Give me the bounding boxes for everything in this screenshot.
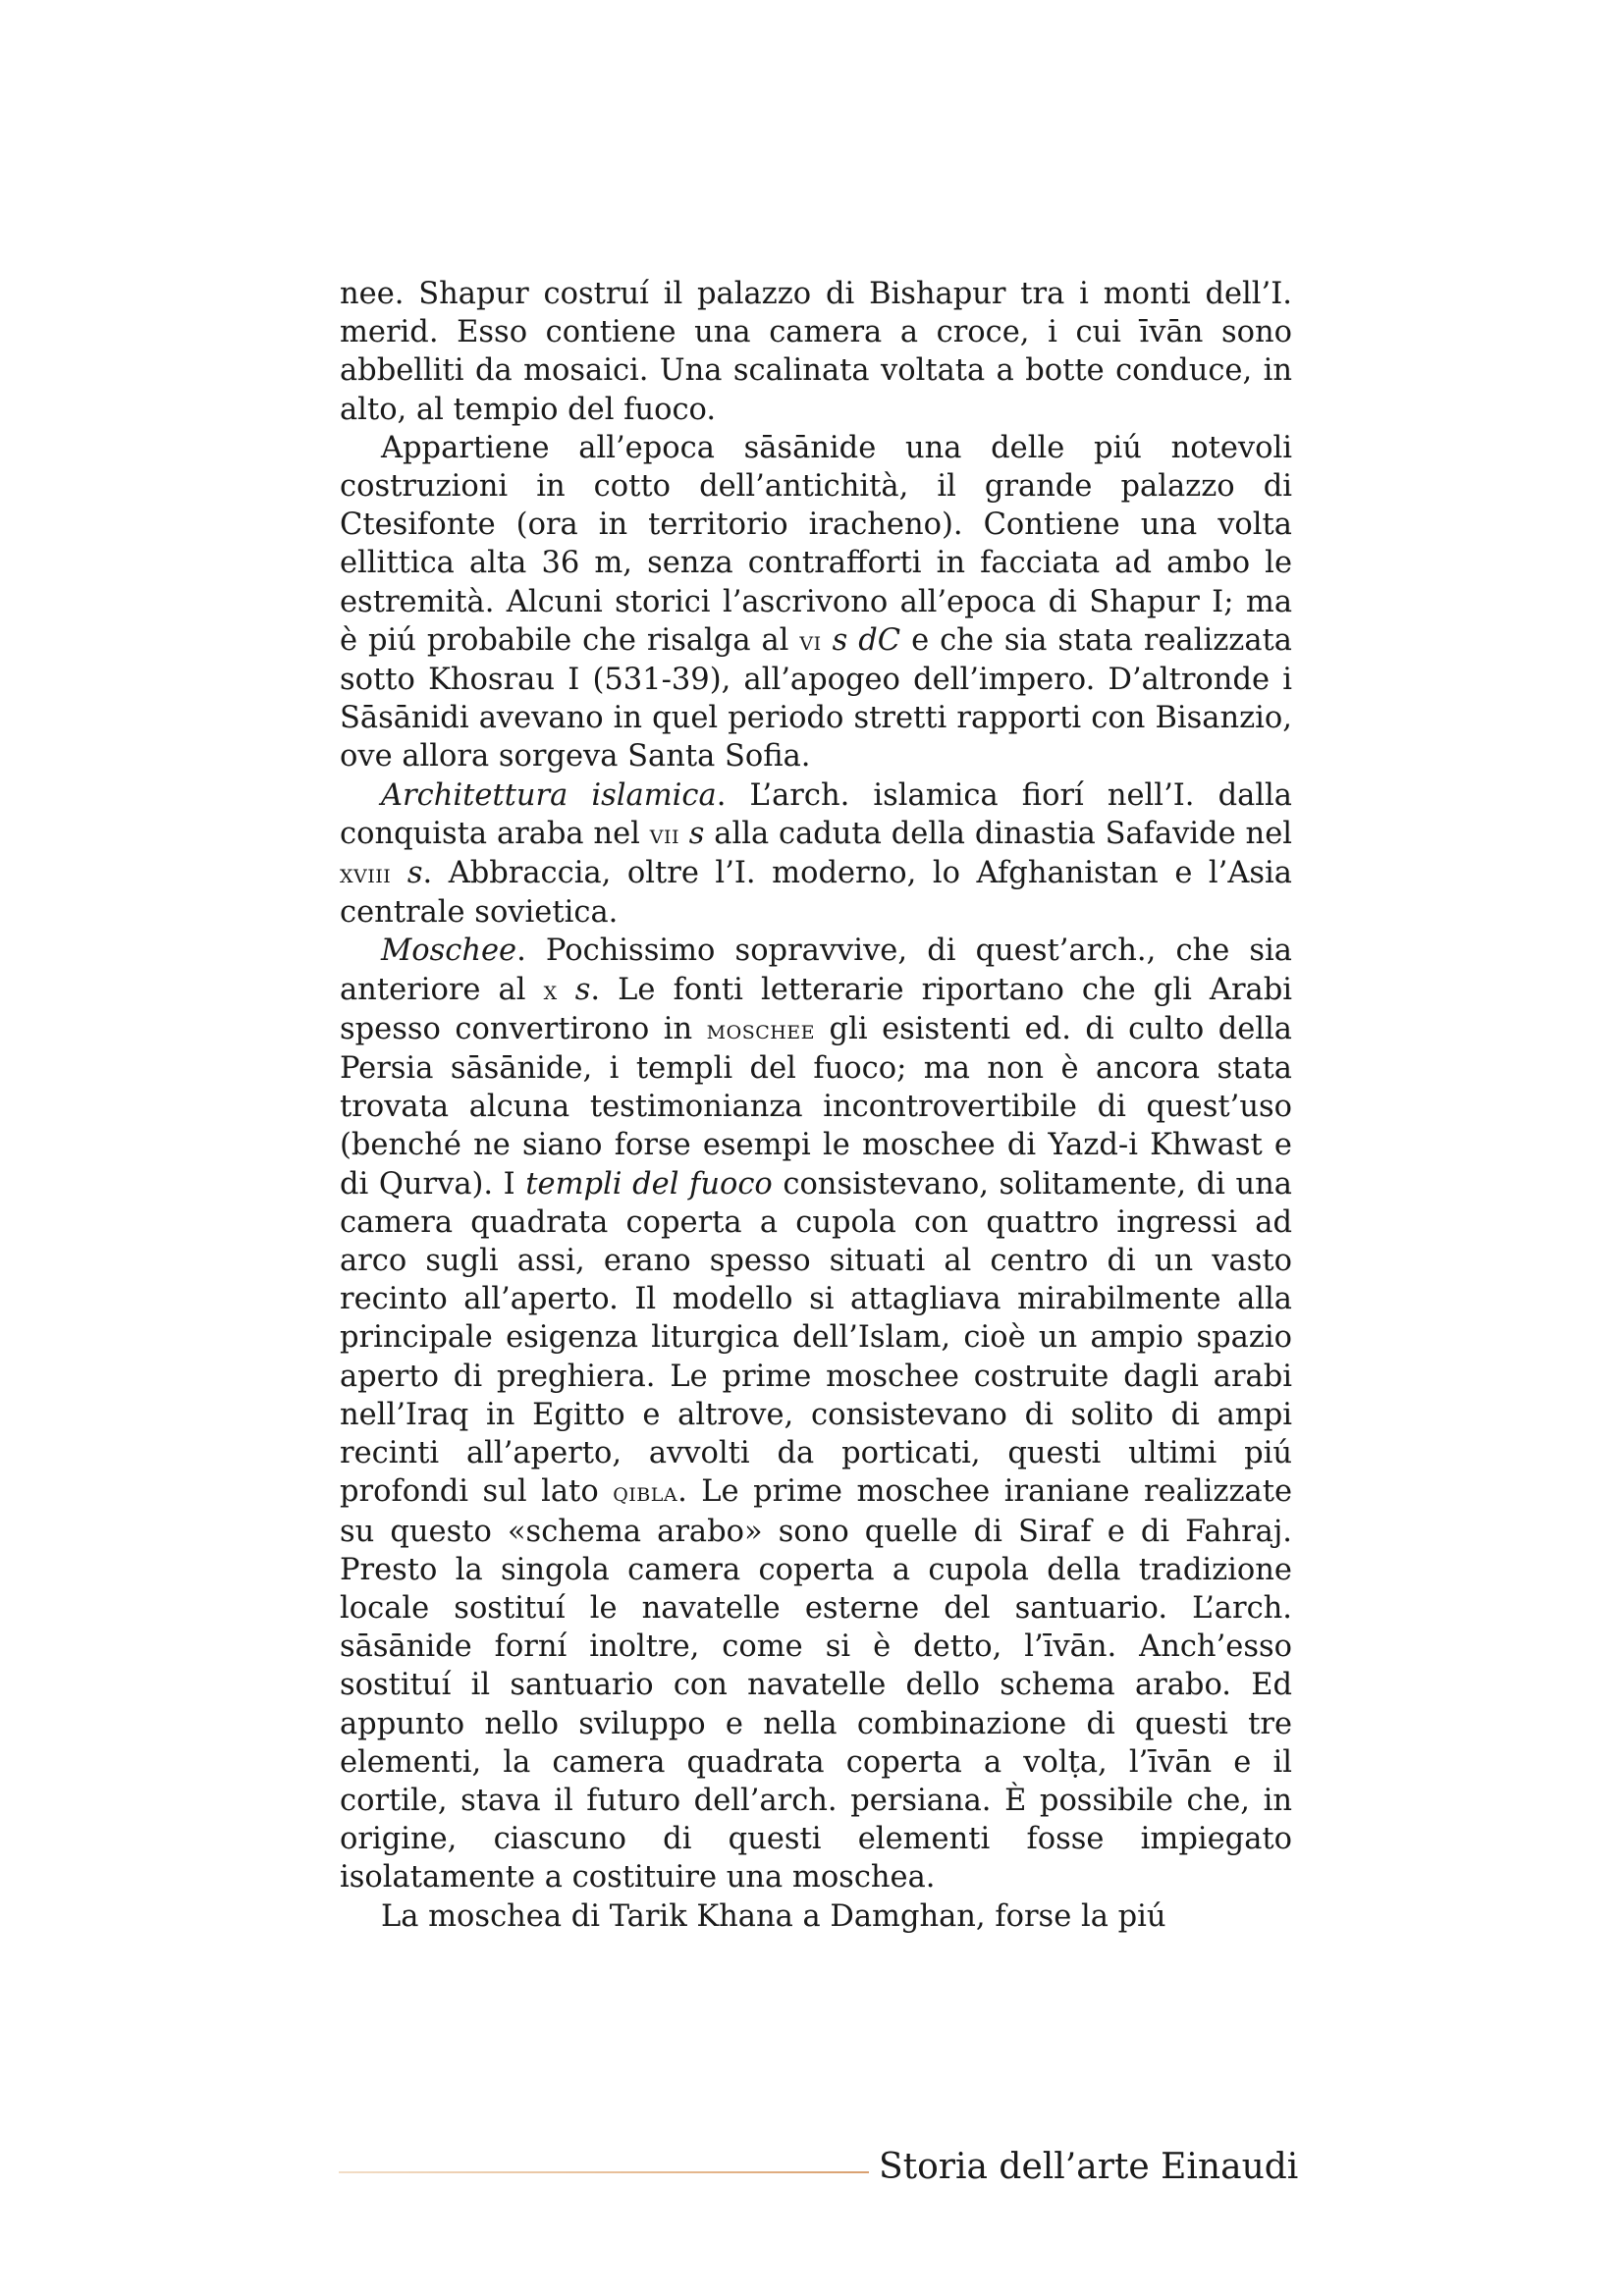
footer-title: Storia dell’arte Einaudi: [879, 2147, 1299, 2187]
text-run: . Abbraccia, oltre l’I. moderno, lo Afghanistan e l’Asia centrale sovietica.: [340, 856, 1292, 931]
text-run: . Le prime moschee iraniane realizzate su questo «schema arabo» sono quelle di Siraf e di Fahraj. Presto la singola camera coperta a cupola della tradizione locale sostituí le navatelle esterne del santuario. L’arch. sāsānide forní inoltre, come si è detto, l’īvān. Anch’esso sostituí il santuario con navatelle dello schema arabo. Ed appunto nello sviluppo e nella combinazione di questi tre elementi, la camera quadrata coperta a volṭa, l’īvān e il cortile, stava il futuro dell’arch. persiana. È possibile che, in origine, ciascuno di questi elementi fosse impiegato isolatamente a costituire una moschea.: [340, 1474, 1293, 1896]
italic-text: s: [406, 856, 423, 891]
small-caps-text: moschee: [706, 1014, 816, 1045]
text-run: alla caduta della dinastia Safavide nel: [704, 816, 1292, 851]
italic-text: Architettura islamica: [381, 777, 717, 813]
small-caps-text: qibla: [613, 1477, 678, 1509]
small-caps-text: vi: [799, 625, 822, 657]
text-run: . L’arch. islamica fiorí nell’I. dalla conquista araba nel: [340, 777, 1292, 851]
paragraph: [340, 1897, 1292, 1936]
text-run: . Pochissimo sopravvive, di quest’arch., che sia anteriore al: [340, 934, 1292, 1007]
footer-rule: [339, 2171, 869, 2173]
paragraph: [340, 776, 1292, 933]
text-run: gli esistenti ed. di culto della Persia sāsānide, i templi del fuoco; ma non è ancora stata trovata alcuna testimonianza incontrovertibile di quest’uso (benché ne siano forse esempi le moschee di Yazd-i Khwast e di Qurva). I: [340, 1011, 1292, 1201]
text-run: e che sia stata realizzata sotto Khosrau I (531-39), all’apogeo dell’impero. D’altronde i Sāsānidi avevano in quel periodo stretti rapporti con Bisanzio, ove allora sorgeva Santa Sofia.: [340, 622, 1292, 774]
small-caps-text: xviii: [340, 859, 392, 890]
text-run: [679, 817, 689, 851]
italic-text: s: [574, 972, 591, 1007]
text-run: Appartiene all’epoca sāsānide una delle piú notevoli costruzioni in cotto dell’antichità, il grande palazzo di Ctesifonte (ora in territorio iracheno). Contiene una volta ellittica alta 36 m, senza contrafforti in facciata ad ambo le estremità. Alcuni storici l’ascrivono all’epoca di Shapur I; ma è piú probabile che risalga al: [340, 430, 1292, 658]
text-run: consistevano, solitamente, di una camera quadrata coperta a cupola con quattro ingressi ad arco sugli assi, erano spesso situati al centro di un vasto recinto all’aperto. Il modello si attagliava mirabilmente alla principale esigenza liturgica dell’Islam, cioè un ampio spazio aperto di preghiera. Le prime moschee costruite dagli arabi nell’Iraq in Egitto e altrove, consistevano di solito di ampi recinti all’aperto, avvolti da porticati, questi ultimi piú profondi sul lato: [340, 1166, 1292, 1510]
text-run: . Le fonti letterarie riportano che gli Arabi spesso convertirono in: [340, 972, 1293, 1046]
text-run: [558, 973, 575, 1007]
italic-text: Moschee: [381, 934, 517, 969]
paragraph: [340, 275, 1292, 429]
italic-text: s: [688, 816, 705, 851]
small-caps-text: vii: [649, 819, 679, 850]
text-run: [391, 856, 407, 890]
paragraph: [340, 429, 1292, 776]
italic-text: s dC: [832, 622, 901, 658]
text-run: nee. Shapur costruí il palazzo di Bishapur tra i monti dell’I. merid. Esso contiene una camera a croce, i cui īvān sono abbelliti da mosaici. Una scalinata voltata a botte conduce, in alto, al tempio del fuoco.: [340, 277, 1292, 427]
small-caps-text: x: [543, 975, 558, 1006]
text-run: [822, 623, 833, 658]
italic-text: templi del fuoco: [525, 1166, 773, 1201]
text-run: La moschea di Tarik Khana a Damghan, forse la piú: [381, 1898, 1166, 1934]
paragraph: [340, 932, 1292, 1896]
body-text: [340, 275, 1292, 1936]
